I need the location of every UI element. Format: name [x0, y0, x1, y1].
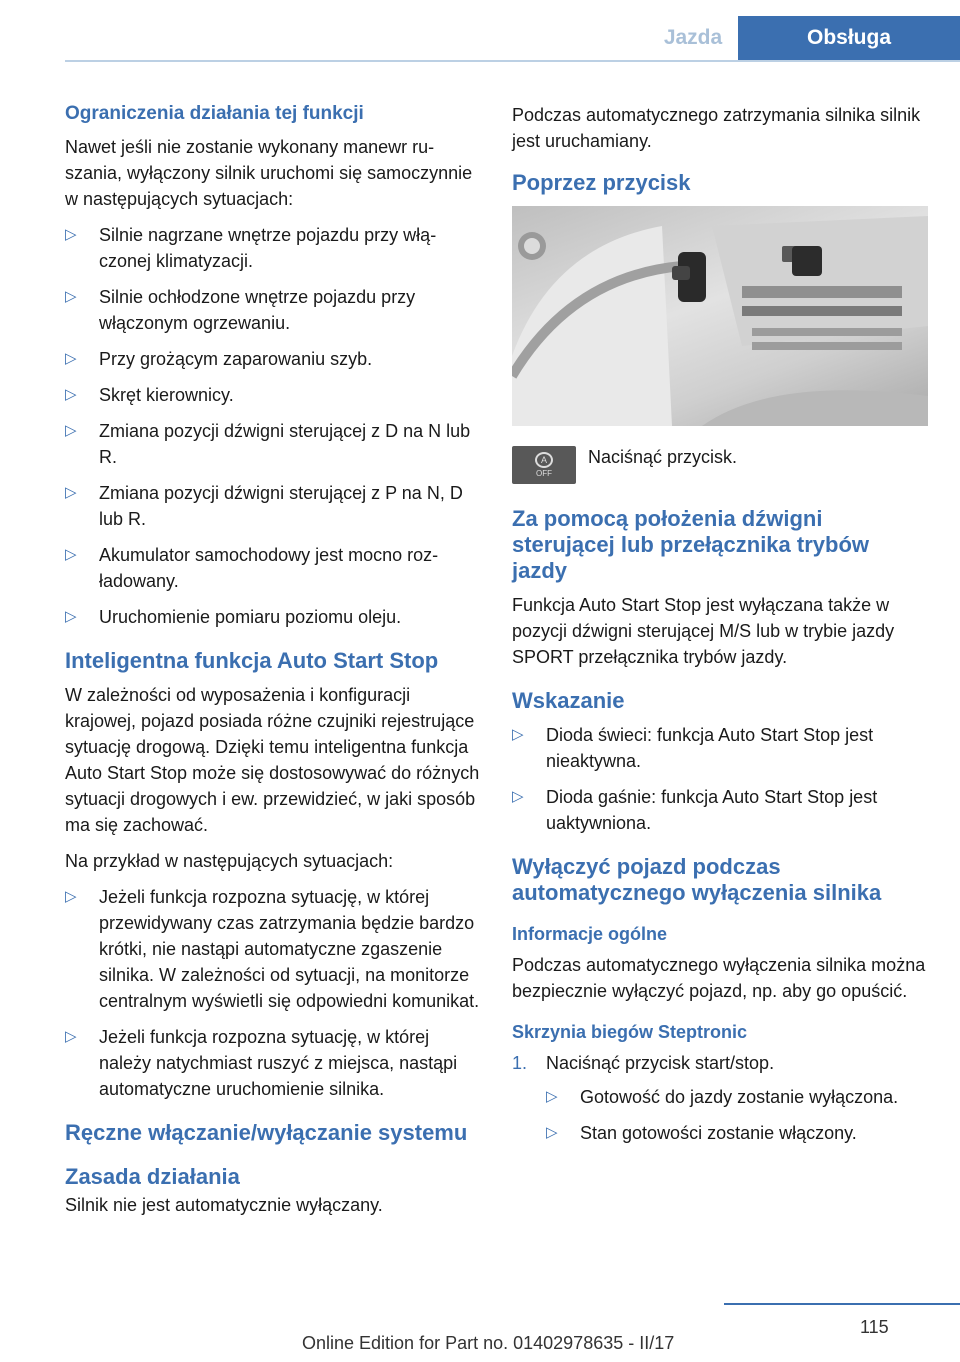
paragraph-intelligent: W zależności od wyposażenia i konfiguracji krajowej, pojazd posiada różne czujniki rejestrujące sytuację drogową. Dzięki temu inteligentna funkcja Auto Start Stop może się dostosowywać do różnych sytuacji drogowych i ew. przewidzieć, w jaki sposób ma się zachować. [65, 685, 480, 835]
cockpit-illustration [512, 206, 928, 426]
example-list [65, 884, 480, 1102]
left-column [65, 102, 480, 1228]
heading-lever: Za pomocą położenia dźwigni sterującej lub przełącznika trybów jazdy [512, 506, 870, 583]
steptronic-steps [512, 1050, 930, 1146]
list-item [65, 346, 480, 372]
heading-principle: Zasada działania [65, 1164, 240, 1189]
list-item-text: Zmiana pozycji dźwigni sterującej z D na N lub R. [99, 421, 471, 467]
header-tab-jazda[interactable]: Jazda [663, 26, 723, 49]
list-item-text: Gotowość do jazdy zostanie wyłączona. [580, 1087, 899, 1107]
heading-intelligent: Inteligentna funkcja Auto Start Stop [65, 648, 439, 673]
list-item [65, 604, 480, 630]
triangle-bullet-icon: ▷ [65, 608, 77, 625]
list-item [65, 284, 480, 336]
paragraph-stop: Podczas automatycznego zatrzymania silnika silnik jest uruchamiany. [512, 105, 921, 151]
step-sub-list [546, 1084, 930, 1146]
list-item [65, 222, 480, 274]
paragraph-lever: Funkcja Auto Start Stop jest wyłączana także w pozycji dźwigni sterującej M/S lub w trybie jazdy SPORT przełącznika trybów jazdy. [512, 595, 895, 667]
triangle-bullet-icon: ▷ [65, 888, 77, 905]
list-item [65, 382, 480, 408]
triangle-bullet-icon: ▷ [65, 350, 77, 367]
list-item [65, 480, 480, 532]
header-divider [65, 60, 960, 62]
list-item [546, 1120, 930, 1146]
footer-edition: Online Edition for Part no. 01402978635 - II/17 [302, 1333, 675, 1353]
right-column [512, 102, 930, 1156]
triangle-bullet-icon: ▷ [512, 788, 524, 805]
triangle-bullet-icon: ▷ [65, 1028, 77, 1045]
list-item-text: Stan gotowości zostanie włączony. [580, 1123, 857, 1143]
triangle-bullet-icon: ▷ [512, 726, 524, 743]
triangle-bullet-icon: ▷ [65, 484, 77, 501]
list-item-text: Silnie nagrzane wnętrze pojazdu przy włączonej klimatyzacji. [99, 225, 437, 271]
button-icon-off-label: OFF [536, 469, 552, 478]
list-item [65, 884, 480, 1014]
list-item [512, 722, 930, 774]
heading-limits: Ograniczenia działania tej funkcji [65, 103, 364, 124]
list-item-text: Przy grożącym zaparowaniu szyb. [99, 349, 373, 369]
triangle-bullet-icon: ▷ [65, 226, 77, 243]
paragraph-general: Podczas automatycznego wyłączenia silnika można bezpiecznie wyłączyć pojazd, np. aby go opuścić. [512, 955, 926, 1001]
step-item [512, 1050, 930, 1146]
list-item-text: Jeżeli funkcja rozpozna sytuację, w której przewidywany czas zatrzymania będzie bardzo krótki, nie nastąpi automatyczne zgaszenie silnika. W zależności od sytuacji, na monitorze centralnym wyświetli się odpowiedni komunikat. [99, 887, 480, 1011]
list-item [65, 1024, 480, 1102]
triangle-bullet-icon: ▷ [65, 422, 77, 439]
list-item [65, 542, 480, 594]
heading-manual: Ręczne włączanie/wyłączanie systemu [65, 1120, 468, 1145]
list-item-text: Uruchomienie pomiaru poziomu oleju. [99, 607, 402, 627]
limits-list [65, 222, 480, 630]
list-item-text: Dioda gaśnie: funkcja Auto Start Stop jest uaktywniona. [546, 787, 878, 833]
list-item [546, 1084, 930, 1110]
header-tab-obsluga[interactable]: Obsługa [738, 16, 960, 60]
list-item-text: Jeżeli funkcja rozpozna sytuację, w której należy natychmiast ruszyć z miejsca, nastąpi automatyczne uruchomienie silnika. [99, 1027, 458, 1099]
indicator-list [512, 722, 930, 836]
triangle-bullet-icon: ▷ [65, 386, 77, 403]
triangle-bullet-icon: ▷ [65, 546, 77, 563]
list-item-text: Zmiana pozycji dźwigni sterującej z P na N, D lub R. [99, 483, 463, 529]
list-item-text: Akumulator samochodowy jest mocno rozładowany. [99, 545, 439, 591]
footer-divider [724, 1303, 960, 1305]
step-number: 1. [512, 1053, 528, 1073]
heading-button: Poprzez przycisk [512, 170, 691, 195]
paragraph-principle: Silnik nie jest automatycznie wyłączany. [65, 1195, 383, 1215]
auto-start-stop-off-button-icon [512, 446, 576, 484]
list-item-text: Skręt kierownicy. [99, 385, 234, 405]
press-button-row [512, 446, 930, 484]
heading-turnoff: Wyłączyć pojazd podczas automatycznego wyłączenia silnika [512, 854, 882, 905]
triangle-bullet-icon: ▷ [546, 1124, 558, 1141]
paragraph-limits: Nawet jeśli nie zostanie wykonany manewr ruszania, wyłączony silnik uruchomi się samoczynnie w następujących sytuacjach: [65, 137, 473, 209]
list-item-text: Dioda świeci: funkcja Auto Start Stop jest nieaktywna. [546, 725, 874, 771]
heading-steptronic: Skrzynia biegów Steptronic [512, 1022, 748, 1042]
page-number: 115 [860, 1317, 889, 1337]
list-item [512, 784, 930, 836]
paragraph-example: Na przykład w następujących sytuacjach: [65, 851, 394, 871]
heading-indicator: Wskazanie [512, 688, 625, 713]
auto-a-icon: A [535, 452, 553, 468]
triangle-bullet-icon: ▷ [65, 288, 77, 305]
list-item-text: Silnie ochłodzone wnętrze pojazdu przy włączonym ogrzewaniu. [99, 287, 416, 333]
step-text: Naciśnąć przycisk start/stop. [546, 1053, 775, 1073]
cockpit-photo [512, 206, 928, 426]
triangle-bullet-icon: ▷ [546, 1088, 558, 1105]
heading-general: Informacje ogólne [512, 924, 668, 944]
press-button-text: Naciśnąć przycisk. [588, 447, 738, 467]
list-item [65, 418, 480, 470]
